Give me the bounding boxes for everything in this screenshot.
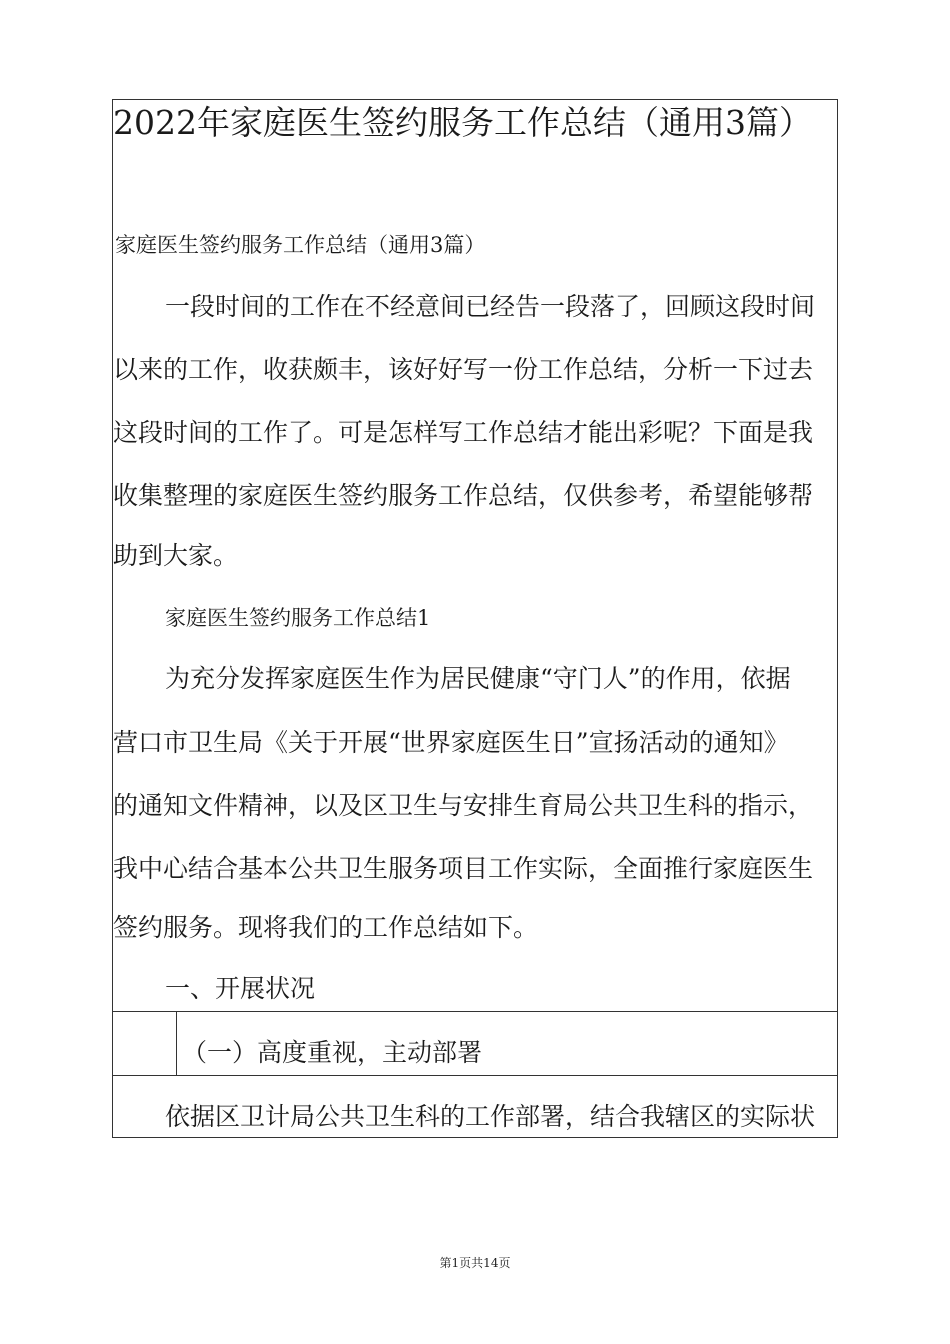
section-heading-1: 家庭医生签约服务工作总结1: [165, 606, 431, 630]
body-line-1: 一段时间的工作在不经意间已经告一段落了，回顾这段时间: [165, 292, 816, 321]
body-line-8: 营口市卫生局《关于开展“世界家庭医生日”宣扬活动的通知》: [113, 728, 789, 757]
body-line-3: 这段时间的工作了。可是怎样写工作总结才能出彩呢？下面是我: [113, 418, 814, 447]
body-line-14: 依据区卫计局公共卫生科的工作部署，结合我辖区的实际状: [165, 1102, 816, 1131]
table-cell-left-border: [176, 1011, 177, 1075]
table-divider-2: [112, 1075, 838, 1076]
body-line-5: 助到大家。: [113, 541, 239, 570]
frame-right-border: [837, 99, 838, 1138]
section-heading-overview: 一、开展状况: [165, 974, 316, 1003]
frame-top-border: [112, 99, 838, 100]
body-line-2: 以来的工作，收获颇丰，该好好写一份工作总结，分析一下过去: [113, 355, 814, 384]
table-divider-1: [112, 1011, 838, 1012]
frame-left-border: [112, 99, 113, 1138]
page-number-footer: 第1页共14页: [439, 1256, 511, 1270]
document-subtitle: 家庭医生签约服务工作总结（通用3篇）: [115, 233, 486, 257]
body-line-9: 的通知文件精神，以及区卫生与安排生育局公共卫生科的指示，: [113, 791, 814, 820]
body-line-4: 收集整理的家庭医生签约服务工作总结，仅供参考，希望能够帮: [113, 481, 814, 510]
body-line-7: 为充分发挥家庭医生作为居民健康“守门人”的作用，依据: [165, 664, 791, 693]
subsection-heading: （一）高度重视，主动部署: [182, 1038, 483, 1067]
body-line-10: 我中心结合基本公共卫生服务项目工作实际，全面推行家庭医生: [113, 854, 814, 883]
body-line-11: 签约服务。现将我们的工作总结如下。: [113, 913, 539, 942]
document-title: 2022年家庭医生签约服务工作总结（通用3篇）: [113, 103, 812, 142]
frame-bottom-border: [112, 1137, 838, 1138]
